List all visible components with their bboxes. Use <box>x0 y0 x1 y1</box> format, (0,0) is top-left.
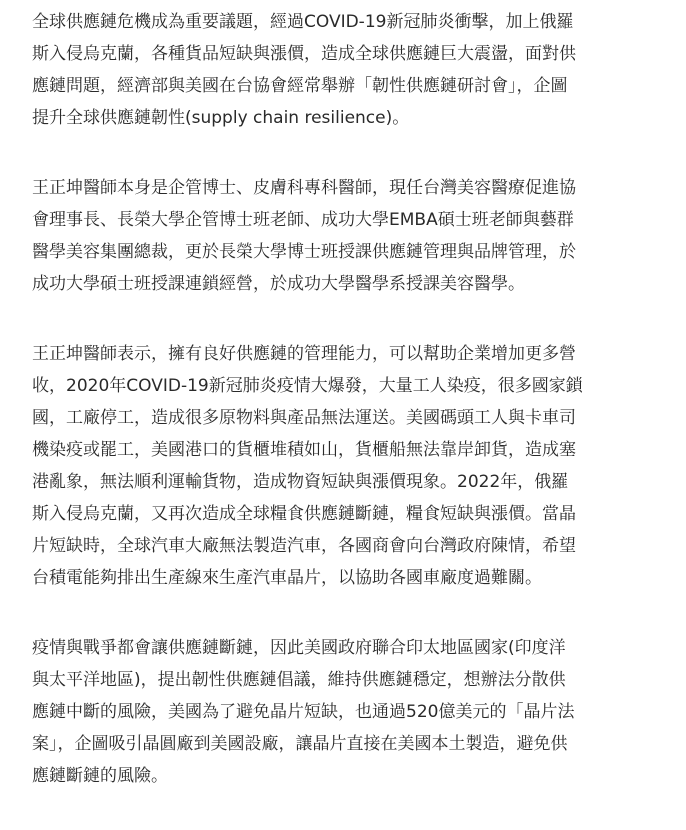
text-line: 台積電能夠排出生產線來生產汽車晶片，以協助各國車廠度過難關。 <box>32 568 542 588</box>
text-line: 王正坤醫師本身是企管博士、皮膚科專科醫師，現任台灣美容醫療促進協 <box>32 178 576 198</box>
paragraph-doctor-background <box>32 172 666 300</box>
text-line: 應鏈中斷的風險，美國為了避免晶片短缺，也通過520億美元的「晶片法 <box>32 702 575 722</box>
text-line: 全球供應鏈危機成為重要議題，經過COVID-19新冠肺炎衝擊，加上俄羅 <box>32 12 574 32</box>
paragraph-pandemic-impact <box>32 338 666 594</box>
paragraph-supply-chain-crisis <box>32 6 666 134</box>
text-line: 案」，企圖吸引晶圓廠到美國設廠，讓晶片直接在美國本土製造，避免供 <box>32 734 568 754</box>
text-line: 疫情與戰爭都會讓供應鏈斷鏈，因此美國政府聯合印太地區國家(印度洋 <box>32 638 566 658</box>
text-line: 收，2020年COVID-19新冠肺炎疫情大爆發，大量工人染疫，很多國家鎖 <box>32 376 583 396</box>
text-line: 片短缺時，全球汽車大廠無法製造汽車，各國商會向台灣政府陳情，希望 <box>32 536 576 556</box>
text-line: 應鏈問題，經濟部與美國在台協會經常舉辦「韌性供應鏈研討會」，企圖 <box>32 76 568 96</box>
text-line: 與太平洋地區)，提出韌性供應鏈倡議，維持供應鏈穩定，想辦法分散供 <box>32 670 566 690</box>
text-line: 提升全球供應鏈韌性(supply chain resilience)。 <box>32 108 410 128</box>
article-body <box>32 6 666 830</box>
text-line: 港亂象，無法順利運輸貨物，造成物資短缺與漲價現象。2022年，俄羅 <box>32 472 569 492</box>
paragraph-resilience-initiative <box>32 632 666 792</box>
text-line: 應鏈斷鏈的風險。 <box>32 766 168 786</box>
text-line: 斯入侵烏克蘭，又再次造成全球糧食供應鏈斷鏈，糧食短缺與漲價。當晶 <box>32 504 576 524</box>
text-line: 醫學美容集團總裁，更於長榮大學博士班授課供應鏈管理與品牌管理，於 <box>32 242 576 262</box>
text-line: 成功大學碩士班授課連鎖經營，於成功大學醫學系授課美容醫學。 <box>32 274 525 294</box>
text-line: 會理事長、長榮大學企管博士班老師、成功大學EMBA碩士班老師與藝群 <box>32 210 574 230</box>
text-line: 機染疫或罷工，美國港口的貨櫃堆積如山，貨櫃船無法靠岸卸貨，造成塞 <box>32 440 576 460</box>
text-line: 王正坤醫師表示，擁有良好供應鏈的管理能力，可以幫助企業增加更多營 <box>32 344 576 364</box>
text-line: 國，工廠停工，造成很多原物料與產品無法運送。美國碼頭工人與卡車司 <box>32 408 576 428</box>
text-line: 斯入侵烏克蘭，各種貨品短缺與漲價，造成全球供應鏈巨大震盪，面對供 <box>32 44 576 64</box>
